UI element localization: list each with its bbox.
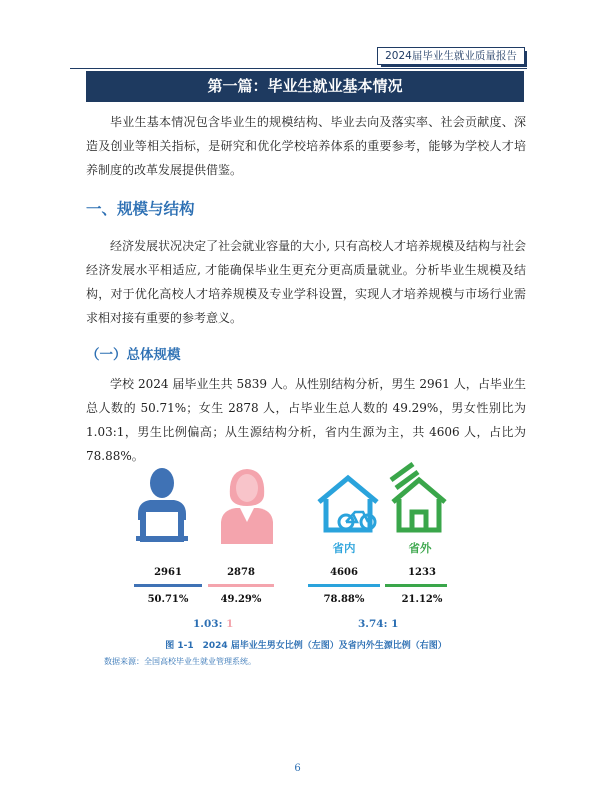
outside-province-label: 省外 — [408, 541, 432, 555]
section-heading: 一、规模与结构 — [86, 200, 195, 218]
male-percent: 50.71% — [147, 594, 189, 605]
gender-ratio-male: 1.03: — [193, 618, 223, 630]
outside-bar — [385, 584, 447, 587]
header-rule — [70, 68, 527, 69]
outside-count: 1233 — [408, 567, 436, 578]
male-bar — [134, 584, 202, 587]
inside-count: 4606 — [330, 567, 358, 578]
data-source-note: 数据来源：全国高校毕业生就业管理系统。 — [104, 657, 256, 666]
chapter-title: 第一篇：毕业生就业基本情况 — [86, 71, 524, 102]
report-header-tag: 2024届毕业生就业质量报告 — [377, 47, 525, 65]
male-count: 2961 — [154, 567, 182, 578]
subsection-paragraph: 学校 2024 届毕业生共 5839 人。从性别结构分析，男生 2961 人，占毕业生总人数的 50.71%；女生 2878 人，占毕业生总人数的 49.29%，男女性别比为 1.03:1，男生比例偏高；从生源结构分析，省内生源为主，共 4606 人，占比为 78.88%。 — [86, 377, 526, 463]
figure-caption: 图 1-1 2024 届毕业生男女比例（左图）及省内外生源比例（右图） — [165, 641, 447, 651]
subsection-heading: （一）总体规模 — [86, 347, 181, 363]
female-bar — [208, 584, 274, 587]
inside-percent: 78.88% — [323, 594, 365, 605]
page-number: 6 — [294, 763, 301, 774]
male-graduate-icon — [134, 466, 190, 544]
inside-province-house-icon — [313, 474, 383, 534]
gender-ratio — [193, 618, 233, 630]
inside-bar — [308, 584, 380, 587]
intro-paragraph: 毕业生基本情况包含毕业生的规模结构、毕业去向及落实率、社会贡献度、深造及创业等相关指标，是研究和优化学校培养体系的重要参考，能够为学校人才培养制度的改革发展提供借鉴。 — [86, 115, 526, 177]
gender-ratio-female: 1 — [226, 618, 234, 630]
female-graduate-icon — [218, 466, 276, 544]
female-percent: 49.29% — [220, 594, 262, 605]
section-paragraph: 经济发展状况决定了社会就业容量的大小, 只有高校人才培养规模及结构与社会经济发展水平相适应, 才能确保毕业生更充分更高质量就业。分析毕业生规模及结构，对于优化高校人才培养规模及专业学科设置，实现人才培养规模与市场行业需求相对接有重要的参考意义。 — [86, 239, 526, 325]
inside-province-label: 省内 — [332, 541, 356, 555]
female-count: 2878 — [227, 567, 255, 578]
outside-province-house-icon — [388, 462, 450, 534]
outside-percent: 21.12% — [401, 594, 443, 605]
origin-ratio: 3.74: 1 — [358, 618, 399, 630]
